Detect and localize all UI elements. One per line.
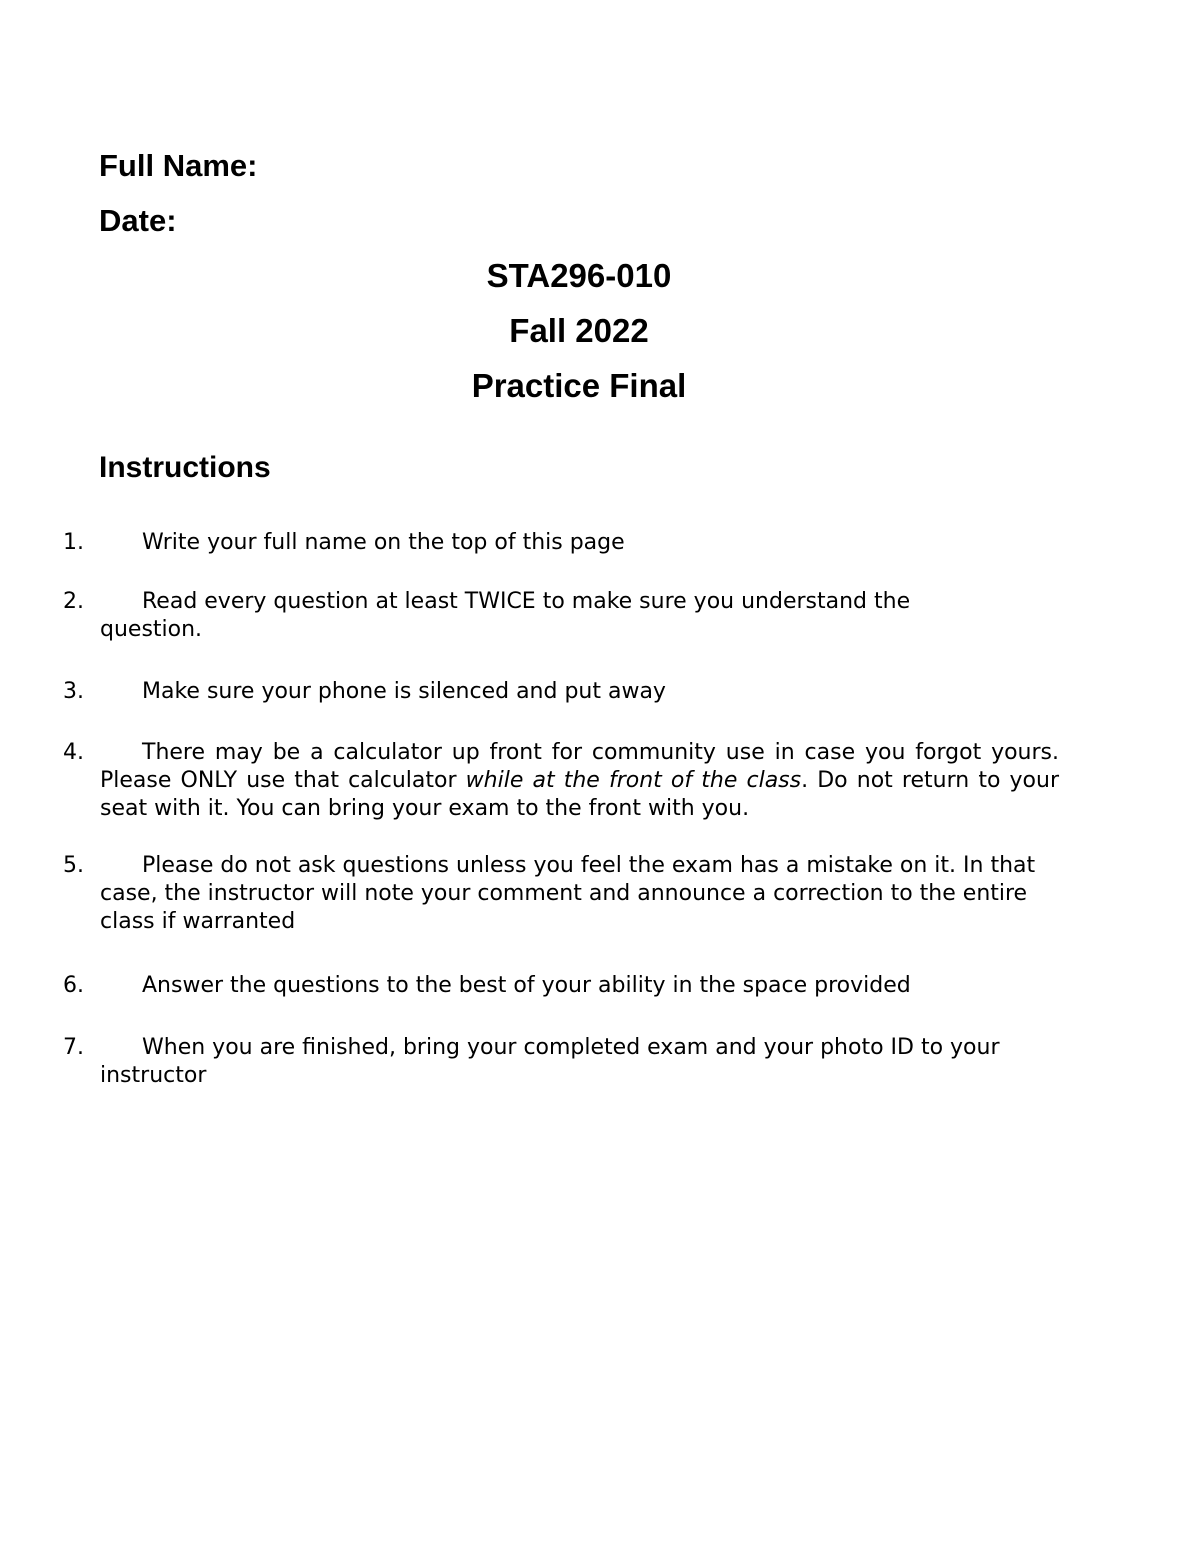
date-label: Date: [99, 203, 177, 238]
instruction-text: When you are finished, bring your completed exam and your photo ID to your instructor [100, 1035, 1000, 1088]
instruction-number: 5. [63, 853, 84, 878]
instruction-text-part: There may be a calculator up front for community use in case you forgot yours. Please ONLY use that calculator [100, 740, 1059, 793]
instruction-number: 7. [63, 1035, 84, 1060]
instructions-heading: Instructions [99, 451, 271, 484]
instruction-item-3 [63, 678, 1059, 706]
instruction-text: Write your full name on the top of this page [142, 530, 625, 555]
instruction-text: Make sure your phone is silenced and put away [142, 679, 666, 704]
instruction-item-1 [63, 529, 1059, 557]
instruction-item-7 [63, 1034, 1059, 1090]
instruction-item-4 [63, 739, 1059, 823]
instruction-text: Please do not ask questions unless you feel the exam has a mistake on it. In that case, the instructor will note your comment and announce a correction to the entire class if warranted [100, 853, 1036, 934]
instruction-number: 2. [63, 589, 84, 614]
instruction-item-6 [63, 972, 1059, 1000]
instruction-number: 1. [63, 530, 84, 555]
instruction-text: Read every question at least TWICE to make sure you understand the question. [100, 589, 911, 642]
full-name-label: Full Name: [99, 148, 258, 183]
exam-title: Practice Final [471, 367, 687, 404]
instruction-number: 3. [63, 679, 84, 704]
instruction-item-2 [63, 588, 1059, 644]
instruction-text [100, 739, 1059, 823]
instruction-text: Answer the questions to the best of your ability in the space provided [142, 973, 911, 998]
instruction-emphasis: while at the front of the class [465, 768, 802, 793]
instruction-number: 6. [63, 973, 84, 998]
instruction-text-part: . Do not return to your seat with it. You can bring your exam to the front with you. [100, 768, 1060, 821]
course-code: STA296-010 [486, 257, 672, 294]
instruction-item-5 [63, 852, 1059, 936]
instruction-number: 4. [63, 740, 84, 765]
course-term: Fall 2022 [509, 312, 649, 349]
